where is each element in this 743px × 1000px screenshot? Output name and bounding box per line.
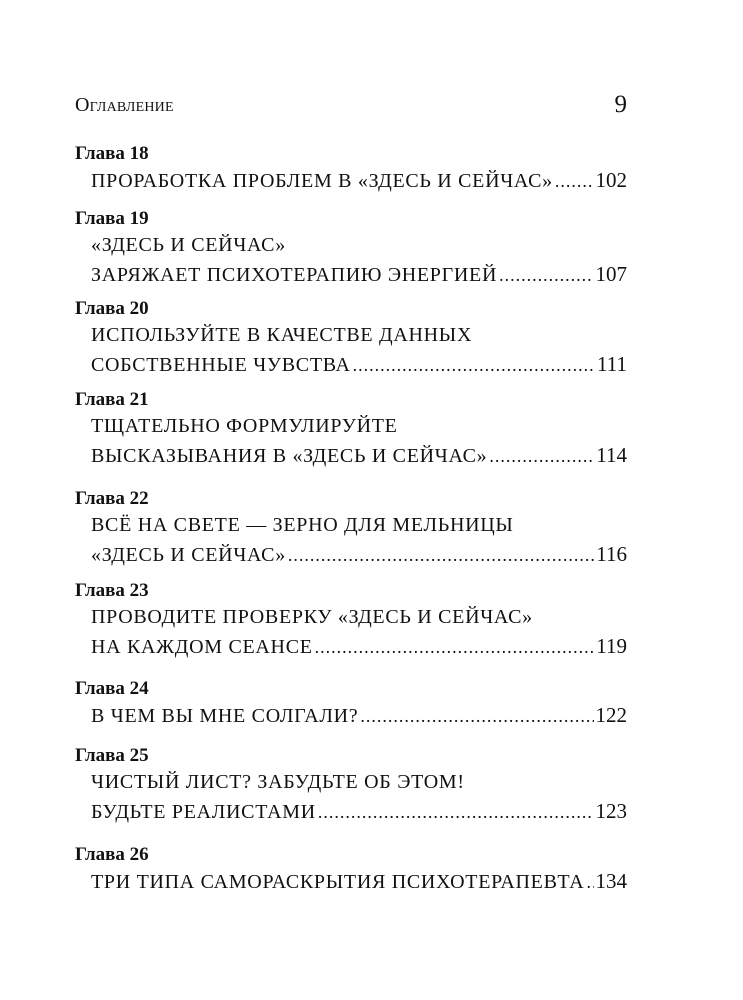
chapter-title-text: БУДЬТЕ РЕАЛИСТАМИ [91,801,316,823]
chapter-title-last-line [91,260,627,289]
toc-entry-chapter-25[interactable] [75,744,627,826]
chapter-page-ref[interactable]: 119 [596,634,627,658]
toc-entry-chapter-18[interactable] [75,142,627,195]
chapter-title-line: ИСПОЛЬЗУЙТЕ В КАЧЕСТВЕ ДАННЫХ [91,324,473,346]
chapter-title-line: ТЩАТЕЛЬНО ФОРМУЛИРУЙТЕ [91,415,398,437]
chapter-label: Глава 19 [75,208,149,229]
chapter-title [91,867,627,896]
header-title: Оглавление [75,94,174,116]
chapter-page-ref[interactable]: 107 [595,262,627,286]
chapter-title-text: «ЗДЕСЬ И СЕЙЧАС» [91,544,286,566]
dot-leader [353,351,595,380]
toc-entry-chapter-20[interactable] [75,297,627,379]
chapter-title-line: ПРОВОДИТЕ ПРОВЕРКУ «ЗДЕСЬ И СЕЙЧАС» [91,606,533,628]
chapter-label: Глава 25 [75,745,149,766]
chapter-title-line: «ЗДЕСЬ И СЕЙЧАС» [91,234,286,256]
chapter-title-text: ЗАРЯЖАЕТ ПСИХОТЕРАПИЮ ЭНЕРГИЕЙ [91,264,498,286]
chapter-title-last-line [91,540,627,569]
chapter-title-text: СОБСТВЕННЫЕ ЧУВСТВА [91,354,351,376]
dot-leader [489,442,594,471]
chapter-title-last-line [91,166,627,195]
chapter-title-line: ВСЁ НА СВЕТЕ — ЗЕРНО ДЛЯ МЕЛЬНИЦЫ [91,514,514,536]
chapter-title-last-line [91,632,627,661]
chapter-title [91,701,627,730]
toc-entry-chapter-19[interactable] [75,207,627,289]
chapter-title-text: ТРИ ТИПА САМОРАСКРЫТИЯ ПСИХОТЕРАПЕВТА [91,871,585,893]
chapter-page-ref[interactable]: 102 [595,168,627,192]
chapter-title-last-line [91,797,627,826]
chapter-title-text: ПРОРАБОТКА ПРОБЛЕМ В «ЗДЕСЬ И СЕЙЧАС» [91,170,553,192]
chapter-title [91,166,627,195]
chapter-label: Глава 21 [75,389,149,410]
chapter-page-ref[interactable]: 134 [595,869,627,893]
chapter-page-ref[interactable]: 111 [597,352,627,376]
chapter-label: Глава 20 [75,298,149,319]
dot-leader [360,702,593,731]
toc-entry-chapter-26[interactable] [75,843,627,896]
chapter-title-line: ЧИСТЫЙ ЛИСТ? ЗАБУДЬТЕ ОБ ЭТОМ! [91,771,465,793]
chapter-page-ref[interactable]: 116 [596,542,627,566]
chapter-title-text: В ЧЕМ ВЫ МНЕ СОЛГАЛИ? [91,705,359,727]
chapter-page-ref[interactable]: 114 [596,443,627,467]
chapter-label: Глава 23 [75,580,149,601]
dot-leader [318,798,594,827]
chapter-title-text: НА КАЖДОМ СЕАНСЕ [91,636,313,658]
chapter-title [91,511,627,569]
dot-leader [586,868,593,897]
toc-entry-chapter-23[interactable] [75,579,627,661]
chapter-label: Глава 26 [75,844,149,865]
toc-entry-chapter-22[interactable] [75,487,627,569]
chapter-title [91,231,627,289]
chapter-page-ref[interactable]: 123 [595,799,627,823]
dot-leader [555,167,594,196]
chapter-label: Глава 24 [75,678,149,699]
chapter-title-last-line [91,701,627,730]
chapter-title [91,768,627,826]
dot-leader [499,261,593,290]
chapter-title [91,321,627,379]
chapter-label: Глава 18 [75,143,149,164]
chapter-title-last-line [91,350,627,379]
chapter-title-text: ВЫСКАЗЫВАНИЯ В «ЗДЕСЬ И СЕЙЧАС» [91,445,488,467]
toc-entry-chapter-21[interactable] [75,388,627,470]
chapter-title [91,412,627,470]
dot-leader [315,633,595,662]
chapter-title-last-line [91,867,627,896]
chapter-title-last-line [91,441,627,470]
chapter-title [91,603,627,661]
running-header [75,91,627,124]
chapter-label: Глава 22 [75,488,149,509]
page-number: 9 [614,91,627,118]
toc-entry-chapter-24[interactable] [75,677,627,730]
chapter-page-ref[interactable]: 122 [595,703,627,727]
dot-leader [288,541,594,570]
